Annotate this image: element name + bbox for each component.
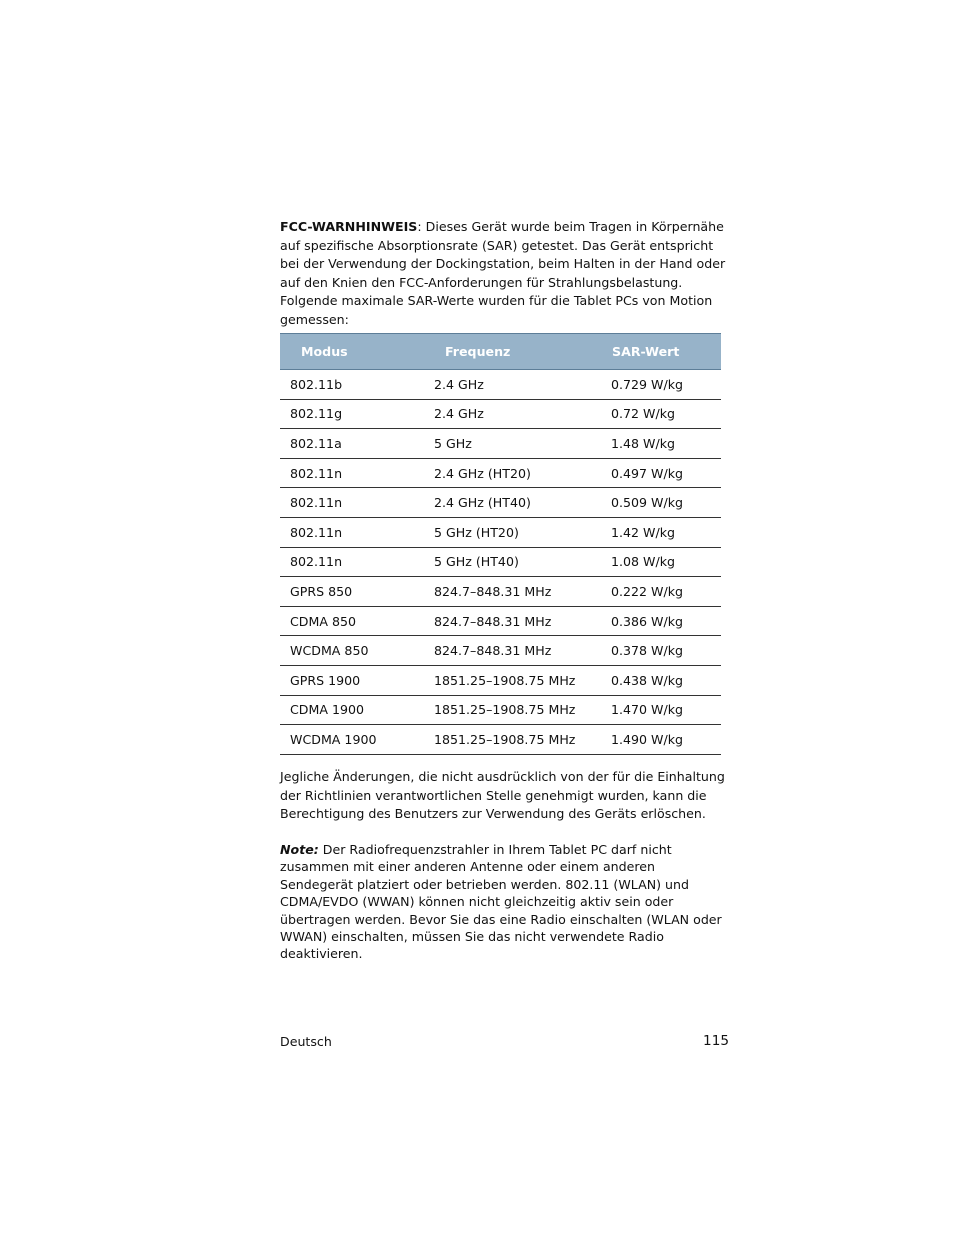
cell-frequenz: 2.4 GHz (HT20) bbox=[424, 458, 601, 488]
cell-frequenz: 5 GHz bbox=[424, 429, 601, 459]
cell-modus: 802.11n bbox=[280, 458, 424, 488]
header-frequenz: Frequenz bbox=[424, 334, 601, 370]
cell-sar-wert: 1.48 W/kg bbox=[601, 429, 721, 459]
cell-sar-wert: 1.490 W/kg bbox=[601, 725, 721, 755]
cell-modus: GPRS 1900 bbox=[280, 665, 424, 695]
table-row bbox=[280, 429, 721, 459]
table-row bbox=[280, 458, 721, 488]
intro-paragraph bbox=[280, 218, 730, 330]
cell-frequenz: 1851.25–1908.75 MHz bbox=[424, 665, 601, 695]
cell-modus: 802.11n bbox=[280, 517, 424, 547]
cell-modus: 802.11b bbox=[280, 370, 424, 400]
cell-frequenz: 824.7–848.31 MHz bbox=[424, 606, 601, 636]
note-label: Note: bbox=[280, 842, 319, 857]
footer-language: Deutsch bbox=[280, 1034, 332, 1049]
cell-frequenz: 1851.25–1908.75 MHz bbox=[424, 695, 601, 725]
cell-sar-wert: 0.378 W/kg bbox=[601, 636, 721, 666]
cell-frequenz: 1851.25–1908.75 MHz bbox=[424, 725, 601, 755]
warning-label: FCC-WARNHINWEIS bbox=[280, 219, 418, 234]
cell-frequenz: 824.7–848.31 MHz bbox=[424, 577, 601, 607]
table-row bbox=[280, 725, 721, 755]
cell-sar-wert: 1.08 W/kg bbox=[601, 547, 721, 577]
cell-frequenz: 5 GHz (HT40) bbox=[424, 547, 601, 577]
cell-modus: CDMA 850 bbox=[280, 606, 424, 636]
cell-frequenz: 824.7–848.31 MHz bbox=[424, 636, 601, 666]
table-row bbox=[280, 370, 721, 400]
cell-modus: WCDMA 1900 bbox=[280, 725, 424, 755]
cell-sar-wert: 1.42 W/kg bbox=[601, 517, 721, 547]
changes-paragraph: Jegliche Änderungen, die nicht ausdrücklich von der für die Einhaltung der Richtlinien verantwortlichen Stelle genehmigt wurden, kann die Berechtigung des Benutzers zur Verwendung des Geräts erlöschen. bbox=[280, 769, 725, 822]
cell-modus: WCDMA 850 bbox=[280, 636, 424, 666]
table-row bbox=[280, 577, 721, 607]
table-row bbox=[280, 665, 721, 695]
table-row bbox=[280, 547, 721, 577]
cell-frequenz: 2.4 GHz bbox=[424, 370, 601, 400]
cell-modus: GPRS 850 bbox=[280, 577, 424, 607]
cell-frequenz: 2.4 GHz bbox=[424, 399, 601, 429]
intro-text: : Dieses Gerät wurde beim Tragen in Körpernähe auf spezifische Absorptionsrate (SAR) getestet. Das Gerät entspricht bei der Verwendung der Dockingstation, beim Halten in der Hand oder auf den Knien den FCC-Anforderungen für Strahlungsbelastung. Folgende maximale SAR-Werte wurden für die Tablet PCs von Motion gemessen: bbox=[280, 219, 726, 327]
cell-modus: 802.11a bbox=[280, 429, 424, 459]
cell-sar-wert: 0.729 W/kg bbox=[601, 370, 721, 400]
cell-sar-wert: 0.222 W/kg bbox=[601, 577, 721, 607]
table-row bbox=[280, 606, 721, 636]
cell-frequenz: 5 GHz (HT20) bbox=[424, 517, 601, 547]
header-sar-wert: SAR-Wert bbox=[601, 334, 721, 370]
note-paragraph bbox=[280, 841, 732, 963]
cell-sar-wert: 0.438 W/kg bbox=[601, 665, 721, 695]
cell-modus: 802.11n bbox=[280, 488, 424, 518]
cell-sar-wert: 0.497 W/kg bbox=[601, 458, 721, 488]
cell-modus: CDMA 1900 bbox=[280, 695, 424, 725]
cell-frequenz: 2.4 GHz (HT40) bbox=[424, 488, 601, 518]
cell-sar-wert: 0.72 W/kg bbox=[601, 399, 721, 429]
table-header-row bbox=[280, 334, 721, 370]
table-row bbox=[280, 695, 721, 725]
table-row bbox=[280, 636, 721, 666]
cell-sar-wert: 0.386 W/kg bbox=[601, 606, 721, 636]
note-text: Der Radiofrequenzstrahler in Ihrem Tablet PC darf nicht zusammen mit einer anderen Antenne oder einem anderen Sendegerät platziert oder betrieben werden. 802.11 (WLAN) und CDMA/EVDO (WWAN) können nicht gleichzeitig aktiv sein oder übertragen werden. Bevor Sie das eine Radio einschalten (WLAN oder WWAN) einschalten, müssen Sie das nicht verwendete Radio deaktivieren. bbox=[280, 842, 722, 962]
page-number: 115 bbox=[703, 1033, 729, 1049]
cell-sar-wert: 1.470 W/kg bbox=[601, 695, 721, 725]
intro-section bbox=[280, 218, 730, 330]
table-row bbox=[280, 399, 721, 429]
header-modus: Modus bbox=[280, 334, 424, 370]
table-row bbox=[280, 488, 721, 518]
cell-modus: 802.11n bbox=[280, 547, 424, 577]
table-row bbox=[280, 517, 721, 547]
cell-modus: 802.11g bbox=[280, 399, 424, 429]
cell-sar-wert: 0.509 W/kg bbox=[601, 488, 721, 518]
sar-table bbox=[280, 333, 721, 755]
